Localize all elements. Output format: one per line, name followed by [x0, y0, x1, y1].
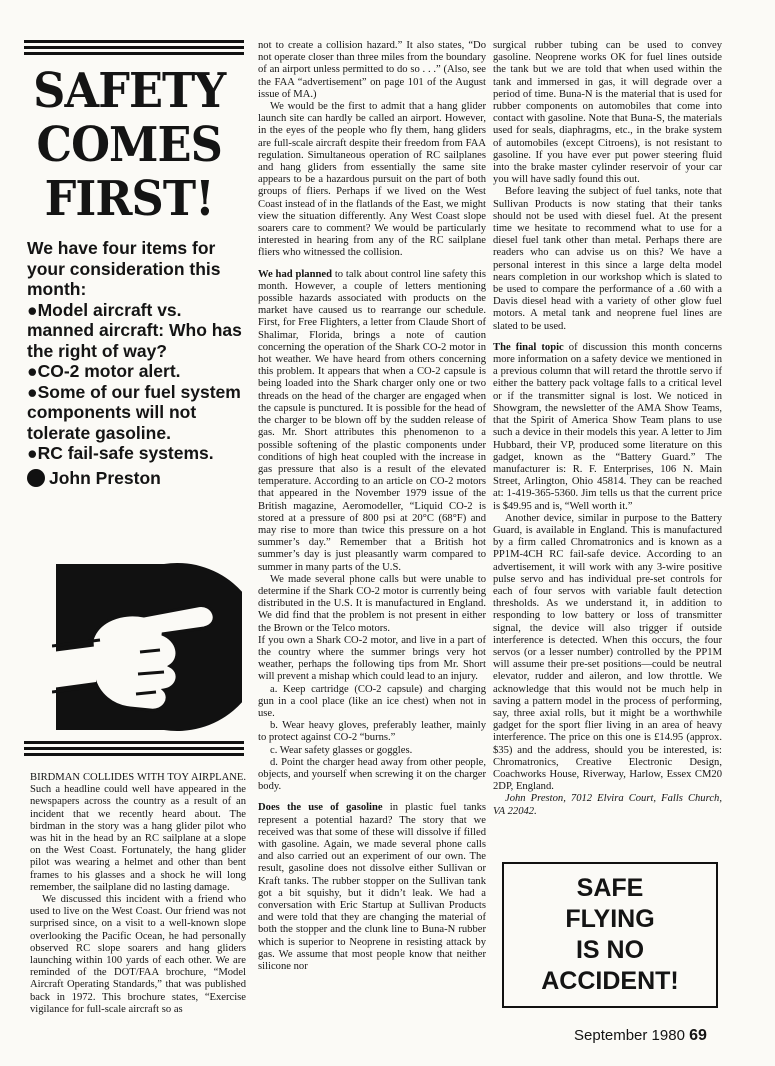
tip-item: a. Keep cartridge (CO-2 capsule) and charging gun in a cool place (like an ice chest) when not in use.: [258, 683, 486, 719]
box-line: ACCIDENT!: [541, 967, 679, 995]
author-byline: [27, 468, 249, 489]
tip-item: c. Wear safety glasses or goggles.: [270, 744, 413, 756]
box-line: FLYING: [565, 905, 655, 933]
summary-bullet: ● Model aircraft vs. manned aircraft: Who has the right of way?: [27, 300, 249, 362]
paragraph: Another device, similar in purpose to the Battery Guard, is available in England. This is manufactured by a firm called Chromatronics and is known as a PP1M-4CH RC fail-safe device. According to an advertisement, it will work with any 3-wire positive pulse servo and has individual pre-set controls for each of four servos with variable fault detection thresholds. As we understand it, in addition to responding to low battery or loss of transmitter signal, the device will also trigger if outside interference is detected. When this occurs, the four servos (or a lesser number) controlled by the PP1M will assume their pre-set positions—could be neutral elevator, rudder and aileron, and low throttle. We acknowledge that this would not be much help in saving a pattern model in the process of performing, say, three axial rolls, but it might be a worthwhile gadget for the sport flier living in an area of heavy interference. The price on this one is £14.95 (approx. $35) and the address, should you be interested, is: Chromatronics, Creative Electronic Design, Coachworks House, Riverway, Harlow, Essex CM20 2DP, England.: [493, 512, 722, 793]
issue-date: September 1980: [574, 1027, 685, 1044]
headline-line: COMES: [36, 117, 222, 173]
bottom-rule-lines: [24, 741, 244, 759]
safe-flying-box: [502, 862, 718, 1008]
headline-line: SAFETY: [33, 63, 226, 119]
paragraph-body: of discussion this month concerns more information on a safety device we mentioned in a previous column that will retard the throttle servo if either the battery pack voltage falls to a critical level or if the transmitter signal is lost. We noticed in Showgram, the newsletter of the AMA Show Teams, that the Spirit of America Show Team plans to use such a device in their models this year. A letter to Jim Hubbard, their VP, produced some literature on this gadget, known as the “Battery Guard.” The manufacturer is: R. F. Enterprises, 106 N. Main Street, Arlington, Ohio 45814. They can be reached at: 1-419-365-5360. Jim tells us that the current price is $49.95 and is, “Well worth it.”: [493, 341, 722, 512]
pointing-hand-icon: [52, 562, 242, 732]
column-3: [493, 40, 722, 818]
page-footer: [574, 1027, 707, 1045]
paragraph-lead: We had planned: [258, 268, 332, 280]
summary-block: [27, 238, 249, 488]
summary-intro: We have four items for your consideration this month:: [27, 238, 221, 299]
author-signature: John Preston, 7012 Elvira Court, Falls Church, VA 22042.: [493, 793, 722, 817]
paragraph-body: in plastic fuel tanks represent a potential hazard? The story that we received was that some of these will dissolve if filled with gasoline. Again, we made several phone calls and also carried out an experiment of our own. The result, gasoline does not dissolve either Sullivan or Kraft tanks. The rubber stopper on the Sullivan tank got a bit squishy, but it didn’t leak. We had a conversation with Eric Startup at Sullivan Products and were told that they are changing the material of both the stopper and the clunk line to Buna-N rubber which is superior to Neoprene in resisting attack by gas. We assume that most people know that neither silicone nor: [258, 802, 486, 973]
tip-item: d. Point the charger head away from other people, objects, and yourself when screwing it on the charger body.: [258, 756, 486, 793]
summary-bullet: ● Some of our fuel system components will not tolerate gasoline.: [27, 382, 249, 444]
page-number: 69: [689, 1027, 707, 1044]
paragraph: [258, 802, 486, 973]
tip-item: b. Wear heavy gloves, preferably leather, mainly to protect against CO-2 “burns.”: [258, 720, 486, 744]
column-1: [30, 772, 246, 1016]
box-line: SAFE: [576, 874, 644, 902]
headline-line: FIRST!: [44, 171, 214, 227]
box-line: IS NO: [575, 936, 645, 964]
summary-bullet: ● RC fail-safe systems.: [27, 443, 249, 464]
paragraph: BIRDMAN COLLIDES WITH TOY AIRPLANE. Such a headline could well have appeared in the newspapers across the country as a result of an incident that we recently heard about. The birdman in the story was a hang glider pilot who was hit in the head by an RC sailplane at a slope on the West Coast. Fortunately, the hang glider pilot was wearing a helmet and other than bent frames to his glasses and a shock he will long remember, the sailplane did no lasting damage.: [30, 772, 246, 893]
paragraph-body: to talk about control line safety this month. However, a couple of letters mentioning possible hazards associated with products on the market have caused us to rearrange our schedule. First, for Free Flighters, a letter from Claude Short of Shalimar, Florida, brings a note of caution concerning the operation of the Shark CO-2 motor in hot weather. We have heard from others concerning this problem. It appears that when a CO-2 capsule is being loaded into the Shark charger only one or two threads on the head of the charger are engaged when the capsule is punctured. It is possible for the head of the charger to be blown off by the sudden release of gas. Mr. Short attributes this phenomenon to a possible softening of the plastic components under conditions of high heat coupled with the increase in gas pressure that also is a result of the elevated temperature. According to an article on CO-2 motors that appeared in the November 1979 issue of the British magazine, Aeromodeller, “Liquid CO-2 is stored at a pressure of 800 psi at 20°C (68°F) and may rise to more than twice this pressure on a hot summer’s day.” Remember that a British hot summer’s day is just pleasantly warm compared to summer in many parts of the U.S.: [258, 268, 486, 573]
paragraph: [493, 342, 722, 513]
top-rule-lines: [24, 40, 244, 58]
summary-bullet: ● CO-2 motor alert.: [27, 361, 249, 382]
paragraph: We would be the first to admit that a hang glider launch site can hardly be called an airport. However, in the eyes of the people who fly them, hang gliders are full-scale aircraft despite their freedom from FAA regulation. Simultaneous operation of RC sailplanes and hang gliders from essentially the same site appears to be a hazardous pursuit on the part of both groups of fliers. Perhaps if we lived on the West Coast instead of in the flatlands of the East, we might view the situation differently. Any West Coast slope soarers care to comment? We would be particularly interested in hearing from any of the RC sailplane fliers who witnessed the collision.: [258, 101, 486, 259]
paragraph: If you own a Shark CO-2 motor, and live in a part of the country where the summer brings very hot weather, perhaps the following tips from Mr. Short will prevent a mishap which could lead to an injury.: [258, 634, 486, 683]
paragraph: Before leaving the subject of fuel tanks, note that Sullivan Products is now stating that their tanks should not be used with diesel fuel. At the present time we hesitate to recommend what to use for a diesel fuel tank other than metal. Perhaps there are readers who can advise us on this? We have a personal interest in this since a large delta model nears completion in our workshop which is slated to be used to compare the performance of a .60 with a Davis diesel head with a variety of other glow fuel motors. A metal tank and neoprene fuel lines are slated to be used.: [493, 186, 722, 332]
paragraph: We discussed this incident with a friend who used to live on the West Coast. Our friend was not surprised since, on a visit to a well-known slope overlooking the Pacific Ocean, he had personally observed RC slope soarers and hang gliders launching within 100 yards of each other. We are reminded of the DOT/FAA brochure, “Model Aircraft Operating Standards,” that was published back in 1972. This brochure states, “Exercise vigilance for full-scale aircraft so as: [30, 894, 246, 1015]
paragraph: [258, 269, 486, 574]
headline: [26, 64, 232, 226]
author-name: John Preston: [49, 467, 161, 488]
paragraph: surgical rubber tubing can be used to convey gasoline. Neoprene works OK for fuel lines outside the tank but we are told that when used within the tank and immersed in gas, it will degrade over a period of time. Buna-N is the material that is used for rubber components on automobiles that come into contact with gasoline. Note that Buna-S, the materials used for seals, diaphragms, etc., in the brake system of automobiles (except Citroens), is not resistant to gasoline. If you have ever put power steering fluid into the brake master cylinder reservoir of your car you will have sadly found this out.: [493, 40, 722, 186]
paragraph-lead: The final topic: [493, 341, 564, 353]
bullet-dot-icon: [27, 469, 45, 487]
paragraph: not to create a collision hazard.” It also states, “Do not operate closer than three miles from the boundary of an airport unless permitted to do so . . .” (Also, see the FAA “advertisement” on page 101 of the August issue of MA.): [258, 40, 486, 100]
paragraph-lead: Does the use of gasoline: [258, 802, 383, 814]
column-2: [258, 40, 486, 973]
paragraph: We made several phone calls but were unable to determine if the Shark CO-2 motor is currently being distributed in the U.S. It is manufactured in England. We did find that the problem is not present in either the Brown or the Telco motors.: [258, 573, 486, 634]
